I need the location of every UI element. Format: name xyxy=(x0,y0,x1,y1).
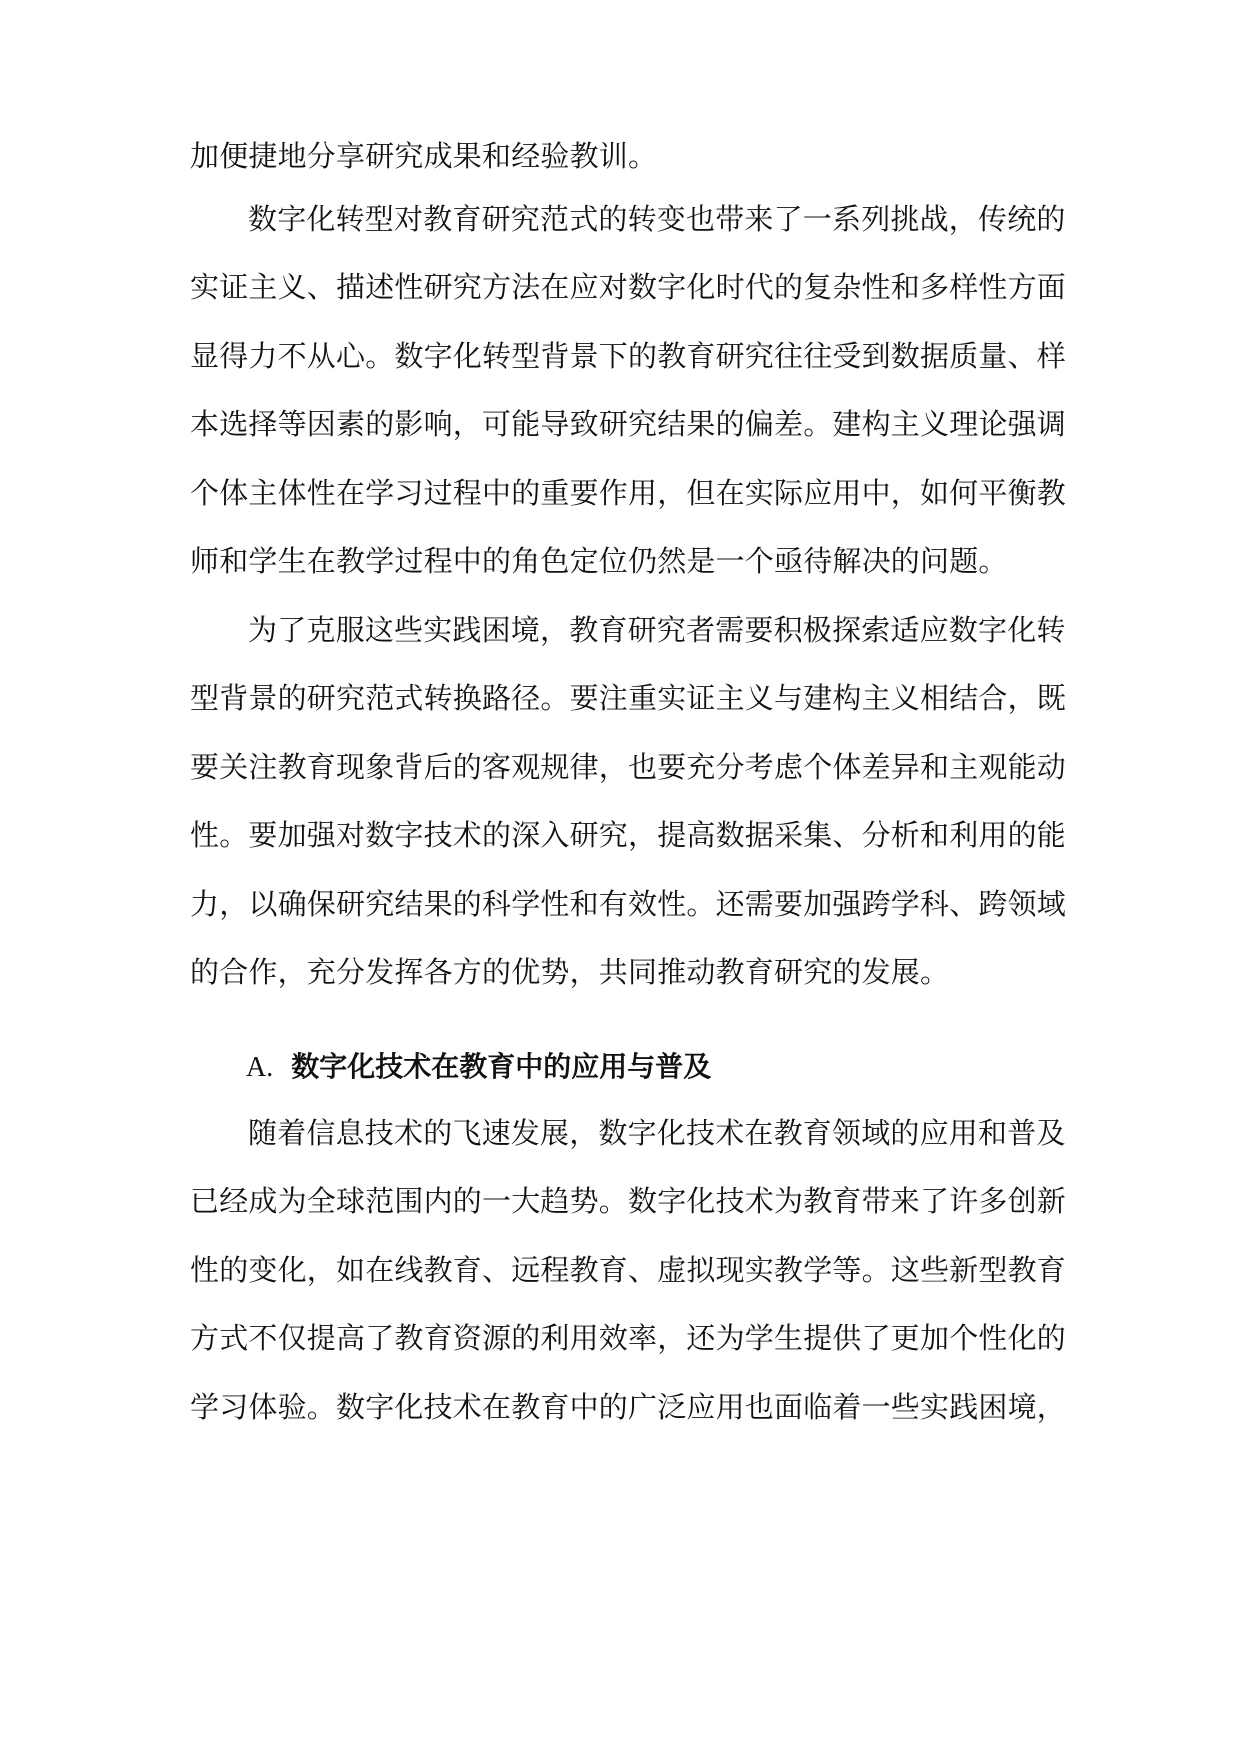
paragraph-first-line: 数字化转型对教育研究范式的转变也带来了一系列挑战，传统的 xyxy=(248,202,1066,236)
text-line: 方式不仅提高了教育资源的利用效率，还为学生提供了更加个性化的 xyxy=(190,1321,1067,1355)
paragraph-first-line: 为了克服这些实践困境，教育研究者需要积极探索适应数字化转 xyxy=(248,613,1066,647)
text-line: 要关注教育现象背后的客观规律，也要充分考虑个体差异和主观能动 xyxy=(190,750,1067,784)
text-line: 学习体验。数字化技术在教育中的广泛应用也面临着一些实践困境， xyxy=(190,1390,1067,1424)
text-line: 性。要加强对数字技术的深入研究，提高数据采集、分析和利用的能 xyxy=(190,818,1067,852)
text-line: 加便捷地分享研究成果和经验教训。 xyxy=(190,139,658,173)
text-line: 显得力不从心。数字化转型背景下的教育研究往往受到数据质量、样 xyxy=(190,339,1067,373)
section-marker: A. xyxy=(246,1052,274,1083)
paragraph-first-line: 随着信息技术的飞速发展，数字化技术在教育领域的应用和普及 xyxy=(248,1116,1066,1150)
text-line: 个体主体性在学习过程中的重要作用，但在实际应用中，如何平衡教 xyxy=(190,476,1067,510)
text-line: 已经成为全球范围内的一大趋势。数字化技术为教育带来了许多创新 xyxy=(190,1184,1067,1218)
text-line: 实证主义、描述性研究方法在应对数字化时代的复杂性和多样性方面 xyxy=(190,270,1067,304)
text-line: 性的变化，如在线教育、远程教育、虚拟现实教学等。这些新型教育 xyxy=(190,1253,1067,1287)
section-title: 数字化技术在教育中的应用与普及 xyxy=(291,1050,712,1083)
text-line: 的合作，充分发挥各方的优势，共同推动教育研究的发展。 xyxy=(190,955,950,989)
text-line: 师和学生在教学过程中的角色定位仍然是一个亟待解决的问题。 xyxy=(190,544,1008,578)
text-line: 力，以确保研究结果的科学性和有效性。还需要加强跨学科、跨领域 xyxy=(190,887,1067,921)
text-line: 型背景的研究范式转换路径。要注重实证主义与建构主义相结合，既 xyxy=(190,681,1067,715)
text-line: 本选择等因素的影响，可能导致研究结果的偏差。建构主义理论强调 xyxy=(190,407,1067,441)
section-heading xyxy=(246,1047,711,1087)
